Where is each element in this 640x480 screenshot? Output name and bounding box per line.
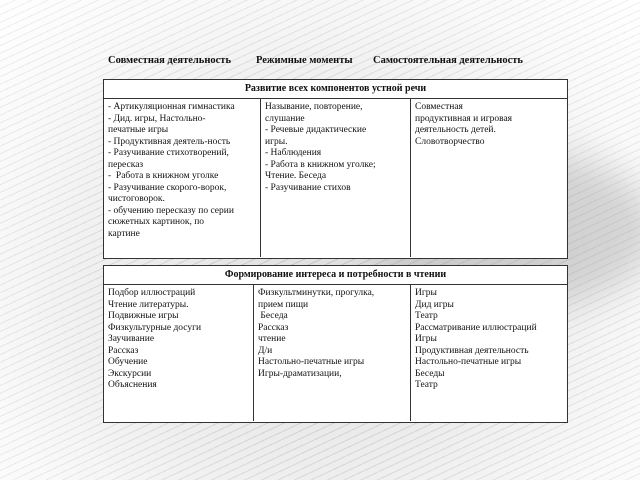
table-cell-routine [254, 285, 411, 421]
cell-line: Продуктивная деятельность [415, 345, 529, 356]
table-body [104, 285, 567, 421]
cell-line: - Работа в книжном уголке [108, 171, 219, 181]
cell-line: Объяснения [108, 380, 157, 390]
cell-line: пересказ [108, 159, 144, 170]
cell-line: Чтение. Беседа [265, 171, 327, 181]
cell-line: Рассматривание иллюстраций [415, 322, 537, 333]
cell-line: Называние, повторение, [265, 102, 363, 112]
cell-line: прием пищи [258, 299, 309, 310]
cell-line: - Речевые дидактические [265, 125, 367, 135]
cell-line: чтение [258, 334, 286, 344]
cell-line: слушание [265, 113, 305, 124]
header-independent-activity: Самостоятельная деятельность [373, 55, 523, 66]
cell-line: - Продуктивная деятель-ность [108, 136, 231, 147]
cell-line: игры. [265, 136, 288, 147]
table-title: Формирование интереса и потребности в чтении [104, 266, 567, 285]
cell-line: Подбор иллюстраций [108, 288, 196, 298]
cell-line: Театр [415, 380, 438, 390]
cell-line: Игры [415, 288, 437, 298]
cell-line: Беседа [258, 311, 288, 321]
cell-line: Игры-драматизации, [258, 368, 342, 379]
cell-line: Совместная [415, 102, 463, 112]
cell-line: - Артикуляционная гимнастика [108, 102, 235, 112]
cell-line: Физкультурные досуги [108, 322, 202, 333]
table-cell-joint [104, 99, 261, 257]
cell-line: - Разучивание стихотворений, [108, 148, 229, 158]
table-cell-routine [261, 99, 411, 257]
cell-line: - Дид. игры, Настольно- [108, 113, 206, 124]
header-routine-moments: Режимные моменты [256, 55, 353, 66]
cell-line: Настольно-печатные игры [415, 357, 522, 367]
cell-line: Дид игры [415, 299, 454, 310]
cell-line: Рассказ [258, 322, 289, 333]
header-joint-activity: Совместная деятельность [108, 55, 232, 66]
cell-line: сюжетных картинок, по [108, 217, 205, 227]
cell-line: Рассказ [108, 345, 139, 356]
table-cell-independent [411, 285, 565, 421]
cell-line: продуктивная и игровая [415, 113, 513, 124]
cell-line: картине [108, 228, 140, 239]
cell-line: Театр [415, 311, 438, 321]
cell-line: - Разучивание скорого-ворок, [108, 182, 227, 193]
cell-line: Беседы [415, 368, 445, 379]
table-speech-development [103, 79, 568, 259]
cell-line: печатные игры [108, 125, 169, 135]
cell-line: Обучение [108, 357, 148, 367]
cell-line: - Работа в книжном уголке; [265, 159, 376, 170]
table-reading-interest [103, 265, 568, 423]
cell-line: - обучению пересказу по серии [108, 205, 234, 216]
cell-line: - Наблюдения [265, 148, 322, 158]
column-headers [108, 55, 548, 71]
cell-line: Физкультминутки, прогулка, [258, 288, 375, 298]
cell-line: Чтение литературы. [108, 299, 189, 310]
table-cell-independent [411, 99, 565, 257]
table-cell-joint [104, 285, 254, 421]
cell-line: - Разучивание стихов [265, 182, 351, 193]
cell-line: чистоговорок. [108, 194, 165, 204]
cell-line: Экскурсии [108, 368, 152, 379]
cell-line: Игры [415, 334, 437, 344]
cell-line: Д/и [258, 345, 273, 356]
cell-line: Настольно-печатные игры [258, 357, 365, 367]
cell-line: деятельность детей. [415, 125, 496, 135]
cell-line: Словотворчество [415, 136, 485, 147]
table-title: Развитие всех компонентов устной речи [104, 80, 567, 99]
table-body [104, 99, 567, 257]
cell-line: Заучивание [108, 334, 155, 344]
cell-line: Подвижные игры [108, 311, 179, 321]
